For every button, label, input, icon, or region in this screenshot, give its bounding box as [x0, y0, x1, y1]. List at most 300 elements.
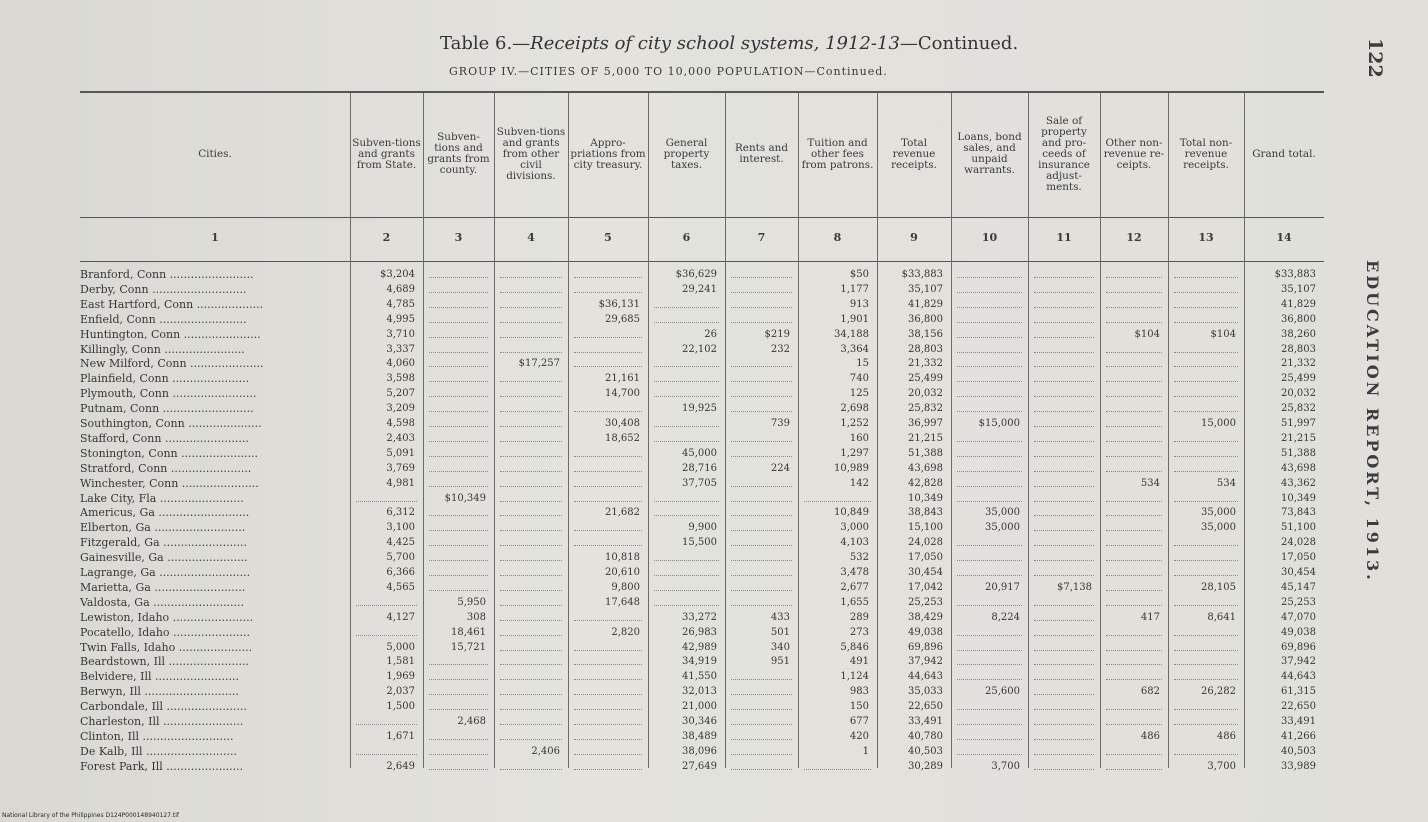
table-cell: $15,000: [978, 418, 1020, 429]
table-cell: 17,050: [908, 552, 943, 564]
empty-cell: [1034, 322, 1094, 324]
table-cell: 682: [1140, 686, 1160, 698]
empty-cell: [654, 381, 719, 383]
empty-cell: [1106, 605, 1162, 607]
empty-cell: [1174, 352, 1238, 354]
table-cell: 1,252: [840, 418, 869, 429]
empty-cell: [574, 739, 642, 741]
table-cell: 4,425: [386, 537, 415, 549]
empty-cell: [356, 754, 417, 756]
empty-cell: [500, 575, 562, 577]
table-rule: [80, 217, 1324, 218]
empty-cell: [429, 456, 488, 458]
table-cell: 10,349: [908, 492, 943, 504]
empty-cell: [731, 545, 792, 547]
column-divider: [568, 93, 569, 768]
table-cell: 38,260: [1281, 328, 1316, 340]
table-cell: $33,883: [901, 269, 943, 280]
table-cell: 26,983: [682, 626, 717, 638]
empty-cell: [1174, 471, 1238, 473]
table-cell: 1,177: [840, 283, 869, 295]
empty-cell: [957, 754, 1022, 756]
table-cell: $36,629: [675, 269, 717, 280]
empty-cell: [1034, 664, 1094, 666]
empty-cell: [1174, 322, 1238, 324]
table-cell: 534: [1140, 477, 1160, 489]
table-cell: 1,581: [386, 656, 415, 668]
table-cell: 15,721: [451, 641, 486, 653]
empty-cell: [500, 441, 562, 443]
table-cell: 14,700: [605, 388, 640, 400]
city-name: Derby, Conn ...........................: [80, 282, 247, 296]
column-divider: [350, 93, 351, 768]
empty-cell: [1106, 411, 1162, 413]
column-number: 12: [1126, 231, 1142, 244]
empty-cell: [1174, 709, 1238, 711]
table-cell: 22,650: [1281, 701, 1316, 713]
empty-cell: [731, 769, 792, 771]
city-name: Stonington, Conn ......................: [80, 446, 259, 460]
empty-cell: [429, 560, 488, 562]
empty-cell: [500, 322, 562, 324]
table-cell: $10,349: [444, 492, 486, 504]
empty-cell: [429, 411, 488, 413]
table-rule: [80, 91, 1324, 93]
empty-cell: [1106, 381, 1162, 383]
table-cell: 1,124: [840, 671, 869, 683]
empty-cell: [429, 739, 488, 741]
column-number: 13: [1198, 231, 1214, 244]
empty-cell: [574, 694, 642, 696]
table-cell: 25,600: [985, 686, 1020, 698]
table-cell: 8,224: [991, 611, 1020, 623]
empty-cell: [731, 277, 792, 279]
empty-cell: [356, 724, 417, 726]
empty-cell: [731, 411, 792, 413]
table-cell: $219: [764, 328, 790, 340]
table-cell: 2,677: [840, 581, 869, 593]
table-title: [440, 33, 1018, 54]
city-name: De Kalb, Ill ..........................: [80, 744, 237, 758]
empty-cell: [500, 292, 562, 294]
table-cell: 18,461: [451, 626, 486, 638]
table-cell: 2,406: [531, 745, 560, 757]
empty-cell: [1106, 754, 1162, 756]
empty-cell: [957, 605, 1022, 607]
empty-cell: [574, 292, 642, 294]
empty-cell: [574, 471, 642, 473]
empty-cell: [500, 664, 562, 666]
table-cell: 4,689: [386, 283, 415, 295]
empty-cell: [574, 501, 642, 503]
empty-cell: [1106, 530, 1162, 532]
empty-cell: [429, 575, 488, 577]
column-divider: [725, 93, 726, 768]
table-cell: 22,650: [908, 701, 943, 713]
empty-cell: [500, 277, 562, 279]
column-header: Tuition and other fees from patrons.: [801, 136, 874, 171]
empty-cell: [1034, 679, 1094, 681]
column-divider: [494, 93, 495, 768]
city-name: Valdosta, Ga ..........................: [80, 595, 245, 609]
column-number: 14: [1276, 231, 1292, 244]
empty-cell: [731, 515, 792, 517]
empty-cell: [500, 694, 562, 696]
empty-cell: [1034, 277, 1094, 279]
empty-cell: [1034, 471, 1094, 473]
running-head: EDUCATION REPORT, 1913.: [1363, 260, 1382, 583]
table-cell: 3,209: [386, 403, 415, 415]
empty-cell: [731, 605, 792, 607]
table-cell: 40,503: [908, 745, 943, 757]
table-cell: 2,403: [386, 432, 415, 444]
table-cell: 5,091: [386, 447, 415, 459]
empty-cell: [957, 739, 1022, 741]
empty-cell: [957, 352, 1022, 354]
empty-cell: [957, 381, 1022, 383]
table-cell: 150: [849, 701, 869, 713]
empty-cell: [1174, 381, 1238, 383]
table-cell: 41,550: [682, 671, 717, 683]
empty-cell: [957, 664, 1022, 666]
city-name: Branford, Conn ........................: [80, 268, 254, 281]
empty-cell: [429, 694, 488, 696]
column-number: 1: [211, 231, 219, 244]
table-cell: 486: [1216, 730, 1236, 742]
city-name: Marietta, Ga ..........................: [80, 580, 246, 594]
empty-cell: [500, 605, 562, 607]
city-name: Plymouth, Conn ........................: [80, 387, 257, 401]
table-cell: 45,147: [1281, 581, 1316, 593]
empty-cell: [500, 679, 562, 681]
table-cell: 289: [849, 611, 869, 623]
empty-cell: [1034, 486, 1094, 488]
table-cell: 5,000: [386, 641, 415, 653]
empty-cell: [731, 441, 792, 443]
city-name: Charleston, Ill .......................: [80, 715, 244, 728]
empty-cell: [1034, 366, 1094, 368]
table-cell: 4,598: [386, 418, 415, 429]
empty-cell: [1034, 441, 1094, 443]
empty-cell: [1174, 650, 1238, 652]
table-cell: 21,215: [908, 432, 943, 444]
empty-cell: [731, 396, 792, 398]
empty-cell: [654, 515, 719, 517]
empty-cell: [654, 441, 719, 443]
table-cell: 17,050: [1281, 552, 1316, 564]
table-cell: 491: [849, 656, 869, 668]
table-cell: 30,454: [1281, 567, 1316, 578]
table-cell: 20,917: [985, 581, 1020, 593]
table-cell: 30,454: [908, 567, 943, 578]
empty-cell: [1106, 575, 1162, 577]
empty-cell: [429, 307, 488, 309]
table-cell: 4,060: [386, 358, 415, 370]
empty-cell: [1106, 709, 1162, 711]
table-cell: 15,000: [1201, 418, 1236, 429]
table-cell: 4,995: [386, 313, 415, 325]
empty-cell: [1174, 724, 1238, 726]
table-cell: 38,429: [908, 611, 943, 623]
table-cell: 28,105: [1201, 581, 1236, 593]
empty-cell: [500, 560, 562, 562]
empty-cell: [731, 530, 792, 532]
empty-cell: [1034, 530, 1094, 532]
table-cell: 1,901: [840, 313, 869, 325]
table-cell: 18,652: [605, 432, 640, 444]
table-cell: 29,685: [605, 313, 640, 325]
table-cell: 26: [704, 328, 717, 340]
table-cell: 340: [770, 641, 790, 653]
empty-cell: [1106, 292, 1162, 294]
scan-footer: National Library of the Philippines D124P000148940127.tif: [2, 812, 180, 819]
empty-cell: [574, 486, 642, 488]
table-cell: 51,388: [908, 447, 943, 459]
column-number: 5: [604, 231, 612, 244]
table-cell: 40,503: [1281, 745, 1316, 757]
empty-cell: [654, 366, 719, 368]
table-cell: 25,253: [1281, 596, 1316, 608]
empty-cell: [957, 679, 1022, 681]
empty-cell: [957, 322, 1022, 324]
empty-cell: [731, 724, 792, 726]
empty-cell: [500, 515, 562, 517]
empty-cell: [731, 679, 792, 681]
column-number: 11: [1056, 231, 1072, 244]
table-cell: $36,131: [598, 298, 640, 310]
empty-cell: [957, 709, 1022, 711]
empty-cell: [500, 471, 562, 473]
empty-cell: [429, 530, 488, 532]
empty-cell: [574, 545, 642, 547]
column-header: Other non-revenue re-ceipts.: [1103, 136, 1165, 171]
city-name: Lewiston, Idaho .......................: [80, 610, 254, 624]
column-divider: [877, 93, 878, 768]
table-cell: 36,800: [1281, 313, 1316, 325]
empty-cell: [574, 664, 642, 666]
column-header: Total revenue receipts.: [891, 136, 937, 171]
table-cell: 35,000: [1201, 507, 1236, 519]
table-cell: 10,849: [834, 507, 869, 519]
city-name: East Hartford, Conn ...................: [80, 297, 264, 311]
table-cell: $50: [849, 269, 869, 280]
table-cell: 42,828: [908, 477, 943, 489]
table-cell: $104: [1134, 328, 1160, 340]
table-cell: 6,312: [386, 507, 415, 519]
column-header: Rents and interest.: [734, 142, 788, 165]
column-header: Sale of property and pro-ceeds of insurance adjust-ments.: [1038, 114, 1090, 193]
empty-cell: [1034, 620, 1094, 622]
table-cell: 10,818: [605, 552, 640, 564]
table-cell: 28,803: [908, 343, 943, 355]
empty-cell: [1034, 605, 1094, 607]
table-cell: 9,800: [611, 581, 640, 593]
column-divider: [648, 93, 649, 768]
table-cell: 36,800: [908, 313, 943, 325]
empty-cell: [654, 396, 719, 398]
city-name: Enfield, Conn .........................: [80, 312, 247, 326]
empty-cell: [429, 352, 488, 354]
empty-cell: [574, 530, 642, 532]
empty-cell: [1174, 366, 1238, 368]
empty-cell: [574, 754, 642, 756]
empty-cell: [1034, 381, 1094, 383]
title-prefix: Table 6.—: [440, 33, 531, 54]
empty-cell: [1106, 545, 1162, 547]
empty-cell: [731, 381, 792, 383]
empty-cell: [500, 769, 562, 771]
empty-cell: [1174, 501, 1238, 503]
empty-cell: [574, 620, 642, 622]
table-cell: 24,028: [1281, 537, 1316, 549]
table-cell: 1: [862, 745, 869, 757]
empty-cell: [429, 381, 488, 383]
empty-cell: [731, 456, 792, 458]
column-divider: [1168, 93, 1169, 768]
empty-cell: [429, 396, 488, 398]
empty-cell: [500, 352, 562, 354]
empty-cell: [957, 396, 1022, 398]
table-cell: 35,000: [1201, 522, 1236, 534]
empty-cell: [500, 635, 562, 637]
column-divider: [798, 93, 799, 768]
table-cell: 21,682: [605, 507, 640, 519]
empty-cell: [731, 709, 792, 711]
table-cell: 25,832: [908, 403, 943, 415]
table-cell: 37,942: [908, 656, 943, 668]
table-cell: 4,127: [386, 611, 415, 623]
table-cell: 21,332: [908, 358, 943, 370]
table-cell: 224: [770, 462, 790, 474]
empty-cell: [654, 605, 719, 607]
table-cell: 3,769: [386, 462, 415, 474]
table-cell: 4,981: [386, 477, 415, 489]
empty-cell: [1174, 635, 1238, 637]
table-cell: 273: [849, 626, 869, 638]
table-cell: 37,705: [682, 477, 717, 489]
empty-cell: [429, 679, 488, 681]
empty-cell: [1106, 590, 1162, 592]
city-name: Belvidere, Ill ........................: [80, 670, 239, 684]
column-header: Cities.: [198, 147, 232, 160]
empty-cell: [654, 501, 719, 503]
column-divider: [423, 93, 424, 768]
empty-cell: [574, 679, 642, 681]
column-number: 6: [682, 231, 691, 244]
empty-cell: [1034, 769, 1094, 771]
empty-cell: [500, 650, 562, 652]
table-cell: 5,700: [386, 552, 415, 564]
empty-cell: [1106, 307, 1162, 309]
empty-cell: [1106, 664, 1162, 666]
empty-cell: [731, 486, 792, 488]
column-number: 10: [981, 231, 998, 244]
table-cell: 21,332: [1281, 358, 1316, 370]
empty-cell: [1034, 337, 1094, 339]
table-cell: 3,000: [840, 522, 869, 534]
table-cell: 41,829: [908, 298, 943, 310]
empty-cell: [429, 515, 488, 517]
table-cell: 20,032: [908, 388, 943, 400]
table-cell: 10,349: [1281, 492, 1316, 504]
empty-cell: [1106, 635, 1162, 637]
table-cell: 24,028: [908, 537, 943, 549]
empty-cell: [957, 441, 1022, 443]
city-name: Pocatello, Idaho ......................: [80, 625, 250, 639]
empty-cell: [731, 322, 792, 324]
empty-cell: [1106, 322, 1162, 324]
empty-cell: [1034, 575, 1094, 577]
table-cell: 33,491: [908, 716, 943, 727]
empty-cell: [1106, 277, 1162, 279]
city-name: Plainfield, Conn ......................: [80, 372, 250, 386]
table-cell: 3,478: [840, 567, 869, 578]
table-cell: 38,489: [682, 730, 717, 742]
empty-cell: [731, 366, 792, 368]
table-cell: 32,013: [682, 686, 717, 698]
table-cell: 1,500: [386, 701, 415, 713]
empty-cell: [429, 590, 488, 592]
table-cell: $3,204: [380, 269, 415, 280]
empty-cell: [574, 352, 642, 354]
empty-cell: [1174, 545, 1238, 547]
empty-cell: [1034, 635, 1094, 637]
table-cell: 69,896: [1281, 641, 1316, 653]
receipts-table: [80, 91, 1324, 774]
column-header: Total non-revenue receipts.: [1179, 136, 1233, 171]
empty-cell: [1106, 471, 1162, 473]
city-name: Beardstown, Ill .......................: [80, 655, 249, 669]
empty-cell: [356, 501, 417, 503]
table-cell: 25,499: [908, 373, 943, 385]
city-name: Stafford, Conn ........................: [80, 431, 249, 445]
table-rule: [80, 261, 1324, 262]
empty-cell: [574, 769, 642, 771]
empty-cell: [654, 590, 719, 592]
table-cell: 34,188: [834, 328, 869, 340]
table-cell: 1,969: [386, 671, 415, 683]
table-cell: 5,207: [386, 388, 415, 400]
empty-cell: [1106, 396, 1162, 398]
empty-cell: [500, 381, 562, 383]
empty-cell: [654, 426, 719, 428]
table-cell: 43,698: [908, 462, 943, 474]
table-cell: 49,038: [908, 626, 943, 638]
table-cell: 41,266: [1281, 730, 1316, 742]
empty-cell: [1034, 352, 1094, 354]
empty-cell: [731, 292, 792, 294]
table-cell: 25,253: [908, 596, 943, 608]
table-cell: 41,829: [1281, 298, 1316, 310]
column-header: Subven-tions and grants from other civil divisions.: [496, 125, 566, 182]
empty-cell: [957, 635, 1022, 637]
empty-cell: [1034, 545, 1094, 547]
table-cell: $17,257: [518, 358, 560, 370]
empty-cell: [1034, 292, 1094, 294]
table-cell: 501: [770, 626, 790, 638]
empty-cell: [731, 307, 792, 309]
empty-cell: [500, 486, 562, 488]
column-divider: [1244, 93, 1245, 768]
table-cell: 3,337: [386, 343, 415, 355]
table-cell: 25,832: [1281, 403, 1316, 415]
empty-cell: [1106, 769, 1162, 771]
empty-cell: [731, 754, 792, 756]
table-cell: $33,883: [1274, 269, 1316, 280]
column-header: Loans, bond sales, and unpaid warrants.: [957, 131, 1022, 176]
column-header: Subven-tions and grants from county.: [427, 131, 490, 176]
table-cell: 21,161: [605, 373, 640, 385]
